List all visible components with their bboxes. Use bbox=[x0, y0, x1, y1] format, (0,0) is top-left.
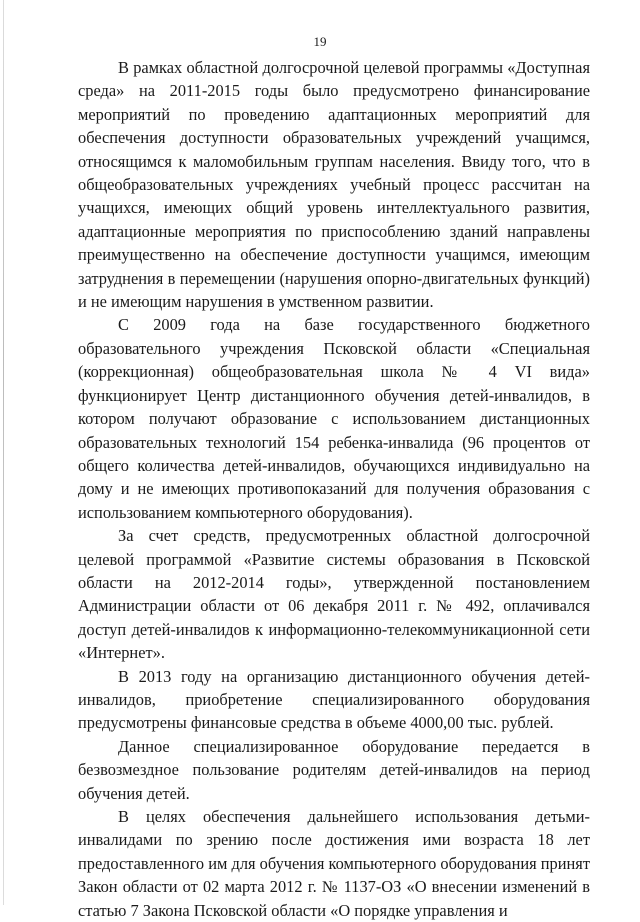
paragraph: Данное специализированное оборудование передается в безвозмездное пользование родителям детей-инвалидов на период обучения детей. bbox=[78, 736, 590, 803]
page-number: 19 bbox=[313, 34, 327, 49]
paragraph: В рамках областной долгосрочной целевой программы «Доступная среда» на 2011-2015 годы было предусмотрено финансирование мероприятий по проведению адаптационных мероприятий для обеспечения доступности образовательных учреждений учащимся, относящимся к маломобильным группам населения. Ввиду того, что в общеобразовательных учреждениях учебный процесс рассчитан на учащихся, имеющих общий уровень интеллектуального развития, адаптационные мероприятия по приспособлению зданий направлены преимущественно на обеспечение доступности учащимся, имеющим затруднения в перемещении (нарушения опорно-двигательных функций) и не имеющим нарушения в умственном развитии. bbox=[78, 58, 590, 312]
paragraph: В целях обеспечения дальнейшего использования детьми-инвалидами по зрению после достижения ими возраста 18 лет предоставленного им для обучения компьютерного оборудования принят Закон области от 02 марта 2012 г. № 1137-ОЗ «О внесении изменений в статью 7 Закона Псковской области «О порядке управления и bbox=[78, 807, 590, 920]
paragraph: С 2009 года на базе государственного бюджетного образовательного учреждения Псковской области «Специальная (коррекционная) общеобразовательная школа № 4 VI вида» функционирует Центр дистанционного обучения детей-инвалидов, в котором получают образование с использованием дистанционных образовательных технологий 154 ребенка-инвалида (96 процентов от общего количества детей-инвалидов, обучающихся индивидуально на дому и не имеющих противопоказаний для получения образования с использованием компьютерного оборудования). bbox=[78, 315, 590, 522]
scan-edge bbox=[3, 0, 4, 905]
body-text bbox=[78, 56, 590, 922]
paragraph: В 2013 году на организацию дистанционного обучения детей-инвалидов, приобретение специализированного оборудования предусмотрены финансовые средства в объеме 4000,00 тыс. рублей. bbox=[78, 666, 590, 733]
paragraph: За счет средств, предусмотренных областной долгосрочной целевой программой «Развитие системы образования в Псковской области на 2012-2014 годы», утвержденной постановлением Администрации области от 06 декабря 2011 г. № 492, оплачивался доступ детей-инвалидов к информационно-телекоммуникационной сети «Интернет». bbox=[78, 526, 590, 663]
